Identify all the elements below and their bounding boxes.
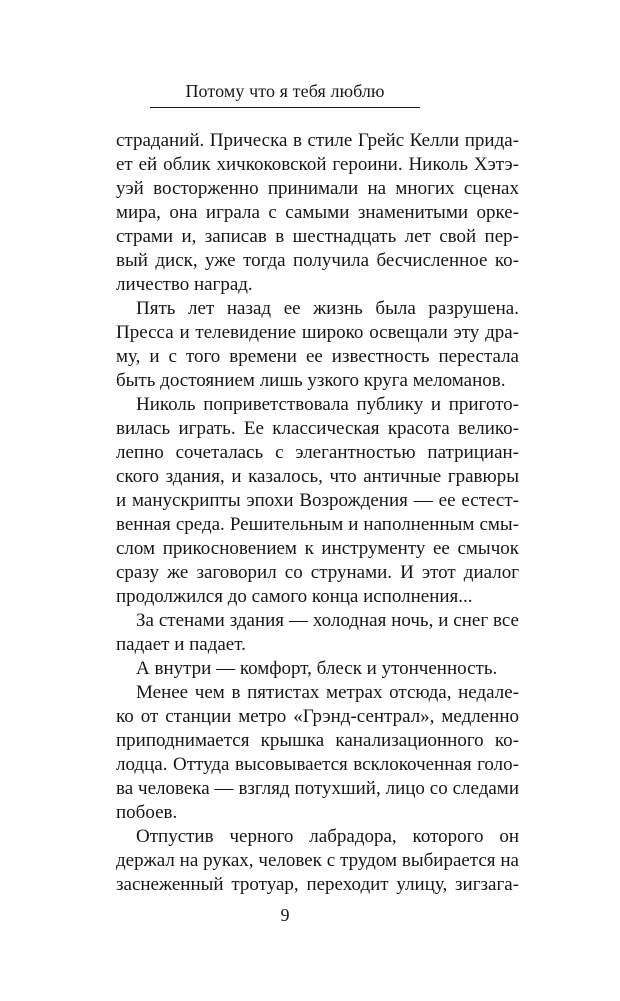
- paragraph-first-line: Менее чем в пятистах метрах отсюда, недале-: [136, 682, 519, 703]
- text-line: слом прикосновением к инструменту ее смычок: [116, 538, 519, 559]
- text-line: страданий. Прическа в стиле Грейс Келли прида-: [116, 130, 519, 151]
- text-line: му, и с того времени ее известность перестала: [116, 346, 519, 367]
- paragraph-first-line: Пять лет назад ее жизнь была разрушена.: [136, 298, 519, 319]
- text-line: ского здания, и казалось, что античные гравюры: [116, 466, 519, 487]
- text-line: ко от станции метро «Грэнд-сентрал», медленно: [116, 706, 519, 727]
- paragraph-first-line: А внутри — комфорт, блеск и утонченность.: [136, 658, 498, 679]
- text-line: ет ей облик хичкоковской героини. Николь Хэтэ-: [116, 154, 519, 175]
- paragraph-first-line: За стенами здания — холодная ночь, и снег все: [136, 610, 519, 631]
- text-line: уэй восторженно принимали на многих сценах: [116, 178, 519, 199]
- text-line: лепно сочеталась с элегантностью патрициан-: [116, 442, 519, 463]
- text-line: сразу же заговорил со струнами. И этот диалог: [116, 562, 519, 583]
- text-line: мира, она играла с самыми знаменитыми орке-: [116, 202, 519, 223]
- text-line: венная среда. Решительным и наполненным смы-: [116, 514, 519, 535]
- header-rule: [150, 107, 420, 108]
- text-line: страми и, записав в шестнадцать лет свой пер-: [116, 226, 519, 247]
- text-line: заснеженный тротуар, переходит улицу, зигзага-: [116, 874, 519, 895]
- text-line: лодца. Оттуда высовывается всклокоченная голо-: [116, 754, 519, 775]
- text-line: продолжился до самого конца исполнения...: [116, 586, 473, 607]
- text-line: вилась играть. Ее классическая красота велико-: [116, 418, 519, 439]
- text-line: ва человека — взгляд потухший, лицо со следами: [116, 778, 519, 799]
- page-number: 9: [280, 905, 290, 925]
- paragraph-first-line: Отпустив черного лабрадора, которого он: [136, 826, 519, 847]
- text-line: личество наград.: [116, 274, 253, 295]
- text-line: вый диск, уже тогда получила бесчисленное ко-: [116, 250, 519, 271]
- text-line: падает и падает.: [116, 634, 246, 655]
- text-line: быть достоянием лишь узкого круга меломанов.: [116, 370, 506, 391]
- text-line: Пресса и телевидение широко освещали эту дра-: [116, 322, 519, 343]
- text-line: и манускрипты эпохи Возрождения — ее естест-: [116, 490, 519, 511]
- running-title: Потому что я тебя люблю: [185, 81, 385, 101]
- paragraph-first-line: Николь поприветствовала публику и пригото-: [136, 394, 519, 415]
- text-line: побоев.: [116, 802, 178, 823]
- text-line: приподнимается крышка канализационного ко-: [116, 730, 519, 751]
- text-line: держал на руках, человек с трудом выбирается на: [116, 850, 519, 871]
